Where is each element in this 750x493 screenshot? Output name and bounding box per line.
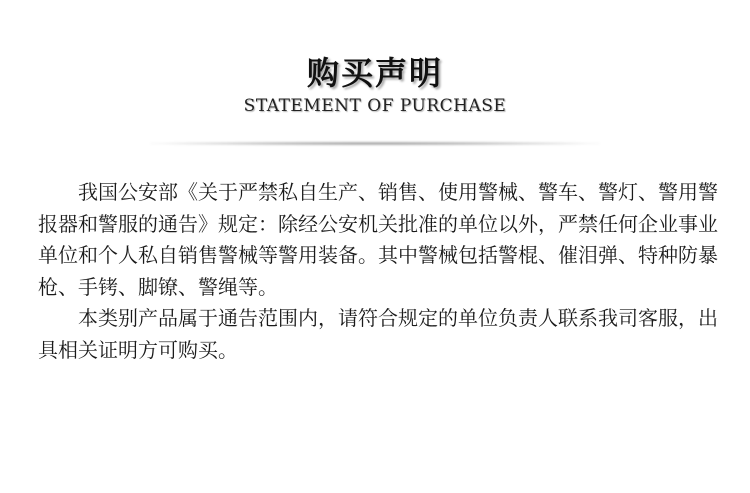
header-divider <box>150 142 600 145</box>
statement-paragraph-2: 本类别产品属于通告范围内，请符合规定的单位负责人联系我司客服，出具相关证明方可购买。 <box>38 306 718 362</box>
statement-header <box>0 0 750 150</box>
page-subtitle: STATEMENT OF PURCHASE <box>243 96 507 116</box>
statement-paragraph-1: 我国公安部《关于严禁私自生产、销售、使用警械、警车、警灯、警用警报器和警服的通告》规定：除经公安机关批准的单位以外，严禁任何企业事业单位和个人私自销售警械等警用装备。其中警械包括警棍、催泪弹、特种防暴枪、手铐、脚镣、警绳等。 <box>38 180 718 299</box>
statement-body <box>38 177 718 366</box>
page-title: 购买声明 <box>306 54 443 92</box>
